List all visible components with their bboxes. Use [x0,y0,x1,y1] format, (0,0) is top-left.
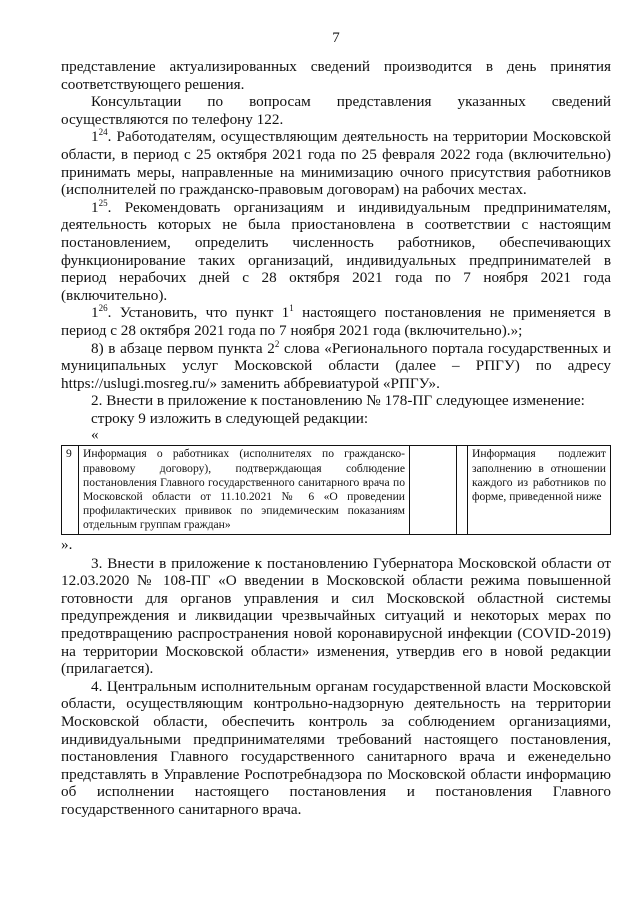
paragraph-row-9-intro: строку 9 изложить в следующей редакции: [91,409,369,427]
paragraph-1-26 [61,304,611,339]
clause-text-cont: настоящего постановления не применяется в период с 28 октября 2021 года по 7 ноября 2021 года (включительно).»; [61,304,611,339]
row-divider-cell [457,446,468,534]
row-empty-cell [410,446,457,534]
paragraph-section-4: 4. Центральным исполнительным органам государственной власти Московской области, осуществляющим контрольно-надзорную деятельность на территории Московской области, обеспечить контроль за соблюдением организациями, индивидуальными предпринимателями требований настоящего постановления, постановления Главного государственного санитарного врача и еженедельно представлять в Управление Роспотребнадзора по Московской области информацию об исполнении настоящего постановления и постановления Главного государственного санитарного врача. [61,677,611,818]
page-number: 7 [332,30,340,46]
clause-superscript: 25 [98,197,108,208]
clause-superscript: 26 [98,303,108,314]
clause-reference-superscript: 1 [289,303,294,314]
paragraph-continuation: представление актуализированных сведений производится в день принятия соответствующего решения. [61,58,611,93]
document-body [61,58,611,819]
item-text: 8) в абзаце первом пункта 2 [91,339,275,357]
closing-quote: ». [61,535,73,553]
row-9-table [61,445,611,534]
clause-number: 1 [91,198,99,216]
clause-text: . Работодателям, осуществляющим деятельность на территории Московской области, в период с 25 октября 2021 года по 25 февраля 2022 года (включительно) принимать меры, направленные на минимизацию очного присутствия работников (исполнителей по гражданско-правовым договорам) на рабочих местах. [61,128,611,199]
clause-number: 1 [91,304,99,322]
clause-text: . Установить, что пункт 1 [107,304,290,322]
paragraph-section-2: 2. Внести в приложение к постановлению № 178-ПГ следующее изменение: [91,392,585,410]
clause-number: 1 [91,128,99,146]
clause-superscript: 24 [98,127,108,138]
paragraph-1-24 [61,128,611,198]
paragraph-item-8 [61,340,611,393]
paragraph-section-3: 3. Внести в приложение к постановлению Губернатора Московской области от 12.03.2020 № 108-ПГ «О введении в Московской области режима повышенной готовности для органов управления и сил Московской областной системы предупреждения и ликвидации чрезвычайных ситуаций и некоторых мерах по предотвращению распространения новой коронавирусной инфекции (COVID-2019) на территории Московской области» изменения, утвердив его в новой редакции (прилагается). [61,554,611,678]
clause-text: . Рекомендовать организациям и индивидуальным предпринимателям, деятельность которых не была приостановлена в соответствии с настоящим постановлением, определить численность работников, обеспечивающих функционирование таких организаций, индивидуальных предпринимателей в период нерабочих дней с 28 октября 2021 года по 7 ноября 2021 года (включительно). [61,198,611,304]
row-number-cell: 9 [62,446,79,534]
paragraph-consultations: Консультации по вопросам представления указанных сведений осуществляются по телефону 122. [61,93,611,128]
row-info-cell: Информация о работниках (исполнителях по гражданско-правовому договору), подтверждающая соблюдение постановления Главного государственного санитарного врача по Московской области от 11.10.2021 № 6 «О проведении профилактических прививок по эпидемическим показаниям отдельным группам граждан» [79,446,410,534]
row-note-cell: Информация подлежит заполнению в отношении каждого из работников по форме, приведенной ниже [468,446,611,534]
table-row [62,446,611,534]
item-superscript: 2 [274,338,280,349]
item-text-cont: слова «Регионального портала государственных и муниципальных услуг Московской области (далее – РПГУ) по адресу https://uslugi.mosreg.ru/» заменить аббревиатурой «РПГУ». [61,339,611,392]
paragraph-1-25 [61,199,611,305]
opening-quote: « [91,426,99,444]
